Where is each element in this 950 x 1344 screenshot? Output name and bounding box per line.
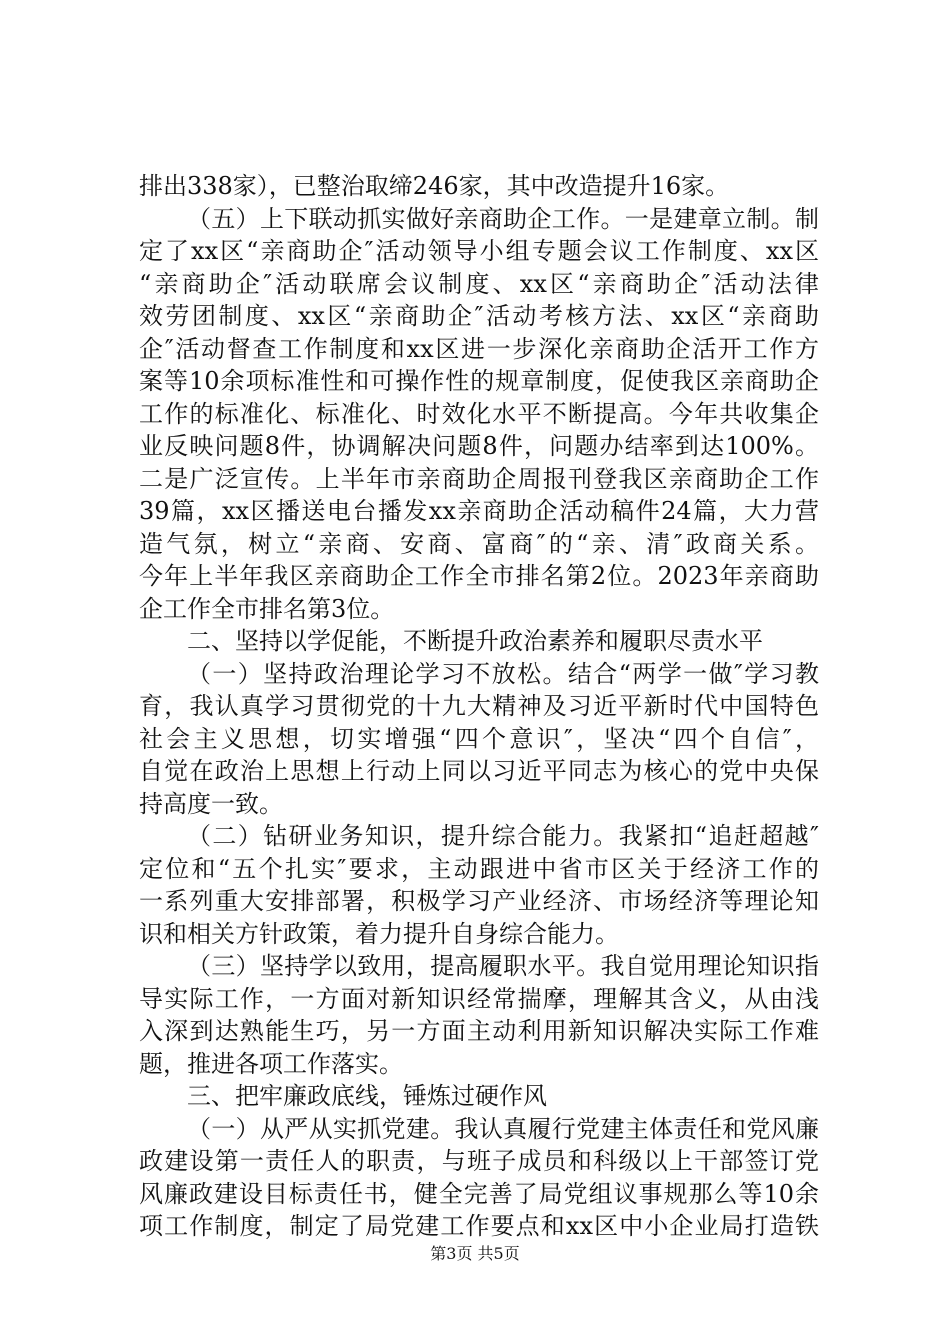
text-line: 企″活动督查工作制度和xx区进一步深化亲商助企活开工作方 (139, 334, 819, 363)
text-line: 定位和“五个扎实″要求，主动跟进中省市区关于经济工作的 (139, 854, 819, 883)
text-line: 定了xx区“亲商助企″活动领导小组专题会议工作制度、xx区 (139, 237, 819, 265)
paragraph-start-line: （五）上下联动抓实做好亲商助企工作。一是建章立制。制 (187, 204, 819, 233)
text-line: 育，我认真学习贯彻党的十九大精神及习近平新时代中国特色 (139, 692, 819, 720)
text-line: 风廉政建设目标责任书，健全完善了局党组议事规那么等10余 (139, 1179, 819, 1208)
section-heading: 二、坚持以学促能，不断提升政治素养和履职尽责水平 (187, 627, 763, 655)
text-line: 企工作全市排名第3位。 (139, 594, 395, 623)
text-line: 案等10余项标准性和可操作性的规章制度，促使我区亲商助企 (139, 367, 819, 395)
paragraph-start-line: （一）从严从实抓党建。我认真履行党建主体责任和党风廉 (187, 1114, 819, 1143)
text-line: 识和相关方针政策，着力提升自身综合能力。 (139, 919, 619, 948)
text-line: 工作的标准化、标准化、时效化水平不断提高。今年共收集企 (139, 399, 819, 428)
text-line: 自觉在政治上思想上行动上同以习近平同志为核心的党中央保 (139, 757, 819, 785)
text-line: 效劳团制度、xx区“亲商助企″活动考核方法、xx区“亲商助 (139, 302, 819, 330)
text-line: 造气氛，树立“亲商、安商、富商″的“亲、清″政商关系。 (139, 529, 819, 558)
paragraph-start-line: （三）坚持学以致用，提高履职水平。我自觉用理论知识指 (187, 952, 819, 980)
text-line: 导实际工作，一方面对新知识经常揣摩，理解其含义，从由浅 (139, 984, 819, 1013)
page-number-footer: 第3页 共5页 (430, 1244, 520, 1263)
text-line: 排出338家），已整治取缔246家，其中改造提升16家。 (139, 172, 730, 200)
text-line: 政建设第一责任人的职责，与班子成员和科级以上干部签订党 (139, 1147, 819, 1175)
paragraph-start-line: （一）坚持政治理论学习不放松。结合“两学一做″学习教 (187, 659, 819, 688)
text-line: 题，推进各项工作落实。 (139, 1049, 403, 1078)
text-line: 持高度一致。 (139, 789, 283, 818)
section-heading: 三、把牢廉政底线，锤炼过硬作风 (187, 1082, 547, 1110)
text-line: 入深到达熟能生巧，另一方面主动利用新知识解决实际工作难 (139, 1017, 819, 1045)
text-line: 今年上半年我区亲商助企工作全市排名第2位。2023年亲商助 (139, 562, 819, 590)
body-text (139, 170, 819, 1243)
text-line: 一系列重大安排部署，积极学习产业经济、市场经济等理论知 (139, 887, 819, 915)
paragraph-start-line: （二）钻研业务知识，提升综合能力。我紧扣“追赶超越″ (187, 822, 819, 850)
text-line: 社会主义思想，切实增强“四个意识″，坚决“四个自信″， (139, 724, 819, 753)
text-line: 39篇，xx区播送电台播发xx亲商助企活动稿件24篇，大力营 (139, 497, 819, 525)
text-line: “亲商助企″活动联席会议制度、xx区“亲商助企″活动法律 (139, 269, 819, 298)
text-line: 业反映问题8件，协调解决问题8件，问题办结率到达100%。 (139, 432, 819, 460)
text-line: 二是广泛宣传。上半年市亲商助企周报刊登我区亲商助企工作 (139, 464, 819, 493)
text-line: 项工作制度，制定了局党建工作要点和xx区中小企业局打造铁 (139, 1212, 819, 1240)
